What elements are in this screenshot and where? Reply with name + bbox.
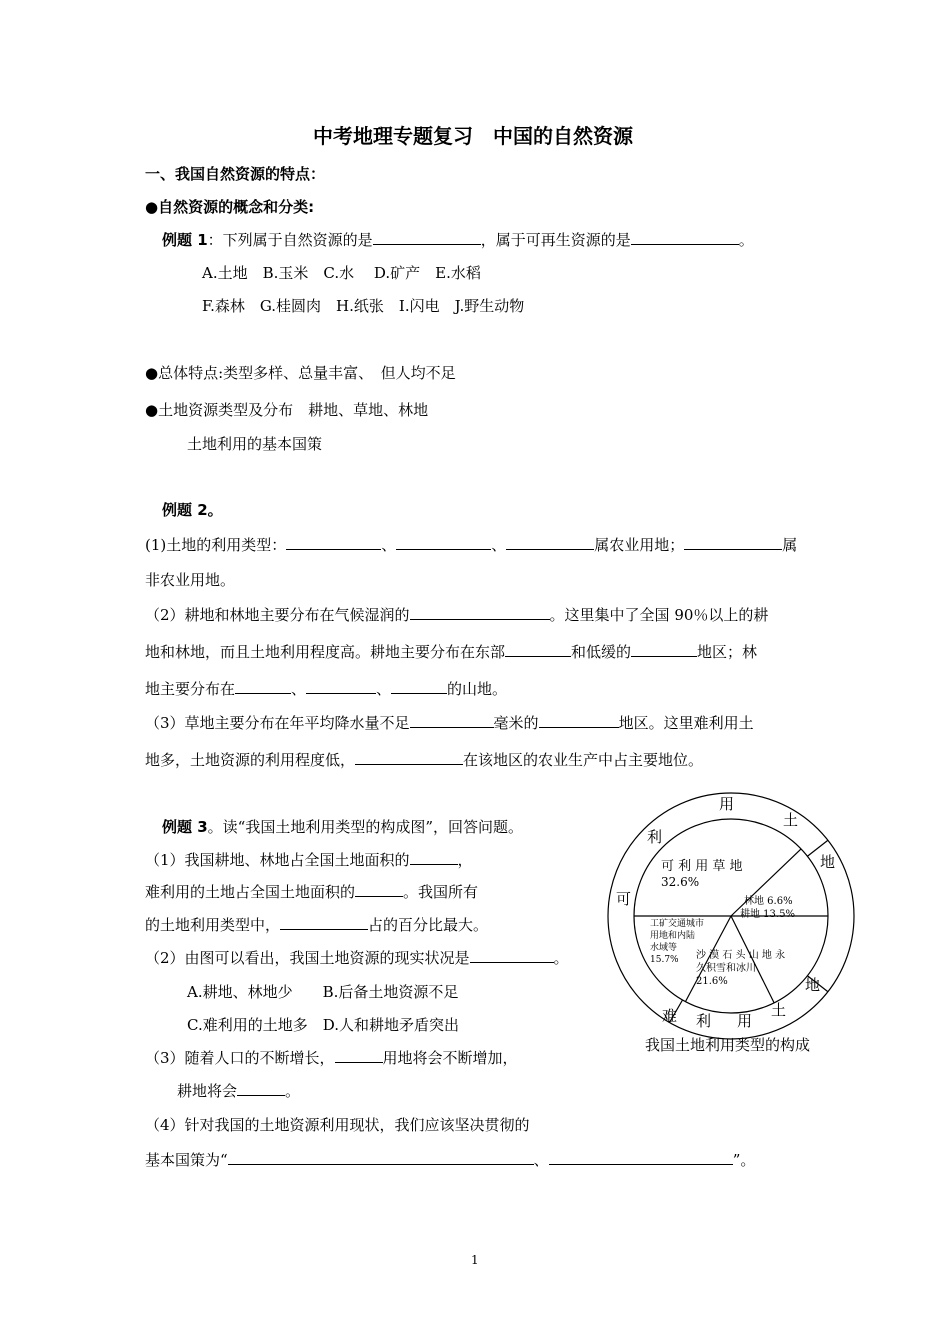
example3-q1-line2 bbox=[145, 882, 478, 902]
policy-line: 土地利用的基本国策 bbox=[187, 435, 323, 453]
text: 地区。这里难利用土 bbox=[618, 714, 754, 732]
slice-label-urban: 水域等 bbox=[650, 943, 678, 953]
example3-q2 bbox=[145, 948, 569, 968]
example2-q3-line2 bbox=[145, 750, 703, 770]
bullet-land: ●土地资源类型及分布 耕地、草地、林地 bbox=[145, 401, 429, 419]
example1-options: F.森林 G.桂圆肉 H.纸张 I.闪电 J.野生动物 bbox=[202, 297, 525, 315]
text: 、 bbox=[381, 536, 397, 554]
example3-intro bbox=[162, 817, 523, 837]
ring-char: 可 bbox=[616, 890, 632, 908]
answer-blank[interactable] bbox=[391, 679, 447, 694]
text: 基本国策为“ bbox=[145, 1151, 228, 1169]
ring-char: 土 bbox=[771, 1001, 787, 1019]
text: 在该地区的农业生产中占主要地位。 bbox=[463, 751, 704, 769]
example2-q2-line2 bbox=[145, 642, 757, 662]
slice-value-desert: 21.6% bbox=[696, 976, 728, 987]
bullet-concept: ●自然资源的概念和分类: bbox=[145, 198, 315, 216]
section-heading: 一、我国自然资源的特点： bbox=[145, 165, 326, 183]
text: （2）耕地和林地主要分布在气候湿润的 bbox=[145, 606, 410, 624]
answer-blank[interactable] bbox=[631, 230, 739, 245]
answer-blank[interactable] bbox=[335, 1048, 383, 1063]
example3-options-ab: A.耕地、林地少 B.后备土地资源不足 bbox=[187, 983, 459, 1001]
text: 属农业用地； bbox=[594, 536, 685, 554]
example2-q1-cont: 非农业用地。 bbox=[145, 571, 236, 589]
example3-q4-line2 bbox=[145, 1150, 755, 1170]
text: ， bbox=[457, 851, 473, 869]
example1-text: ，属于可再生资源的是 bbox=[480, 231, 631, 249]
slice-label-urban: 用地和内陆 bbox=[650, 931, 696, 941]
text: 、 bbox=[291, 680, 307, 698]
text: 地多，土地资源的利用程度低， bbox=[145, 751, 356, 769]
example3-label: 例题 3 bbox=[162, 818, 208, 836]
example1-question bbox=[162, 230, 754, 250]
answer-blank[interactable] bbox=[470, 948, 554, 963]
text: 、 bbox=[533, 1151, 549, 1169]
text: ”。 bbox=[732, 1151, 756, 1169]
example3-q1-line3 bbox=[145, 915, 488, 935]
ring-char: 用 bbox=[719, 795, 735, 813]
page-title: 中考地理专题复习 中国的自然资源 bbox=[313, 124, 633, 148]
answer-blank[interactable] bbox=[410, 713, 494, 728]
answer-blank[interactable] bbox=[286, 535, 381, 550]
text: 。这里集中了全国 90％以上的耕 bbox=[549, 606, 769, 624]
answer-blank[interactable] bbox=[280, 915, 368, 930]
example2-q3 bbox=[145, 713, 754, 733]
slice-label-urban: 工矿交通城市 bbox=[650, 919, 705, 929]
answer-blank[interactable] bbox=[237, 1081, 285, 1096]
land-use-pie-chart bbox=[600, 790, 862, 1060]
text: 。我国所有 bbox=[403, 883, 479, 901]
example1-text: 。 bbox=[738, 231, 754, 249]
ring-char: 难 bbox=[662, 1007, 678, 1025]
example1-label: 例题 1 bbox=[162, 231, 208, 249]
text: 、 bbox=[491, 536, 507, 554]
text: 、 bbox=[376, 680, 392, 698]
text: (1)土地的利用类型： bbox=[145, 536, 287, 554]
text: 。 bbox=[553, 949, 569, 967]
text: 耕地将会 bbox=[177, 1082, 238, 1100]
example3-q3 bbox=[145, 1048, 518, 1068]
example3-q3-line2 bbox=[177, 1081, 300, 1101]
answer-blank[interactable] bbox=[684, 535, 782, 550]
ring-char: 土 bbox=[783, 811, 799, 829]
answer-blank[interactable] bbox=[306, 679, 376, 694]
slice-label-grassland: 可 利 用 草 地 bbox=[661, 859, 743, 874]
answer-blank[interactable] bbox=[631, 642, 697, 657]
slice-value-urban: 15.7% bbox=[650, 955, 679, 965]
text: 。读“我国土地利用类型的构成图”，回答问题。 bbox=[207, 818, 524, 836]
text: 用地将会不断增加， bbox=[382, 1049, 518, 1067]
answer-blank[interactable] bbox=[396, 535, 491, 550]
slice-label-farmland: 耕地 13.5% bbox=[740, 909, 795, 920]
answer-blank[interactable] bbox=[228, 1150, 534, 1165]
example1-options: A.土地 B.玉米 C.水 D.矿产 E.水稻 bbox=[202, 264, 481, 282]
text: 的山地。 bbox=[447, 680, 508, 698]
chart-caption: 我国土地利用类型的构成 bbox=[645, 1036, 811, 1054]
text: 地和林地，而且土地利用程度高。耕地主要分布在东部 bbox=[145, 643, 506, 661]
text: 占的百分比最大。 bbox=[368, 916, 489, 934]
example2-q2-line3 bbox=[145, 679, 507, 699]
text: 地区；林 bbox=[697, 643, 758, 661]
example3-q4: （4）针对我国的土地资源利用现状，我们应该坚决贯彻的 bbox=[145, 1116, 530, 1134]
text: 属 bbox=[782, 536, 798, 554]
slice-label-desert: 久积雪和冰川 bbox=[696, 963, 756, 974]
answer-blank[interactable] bbox=[539, 713, 619, 728]
example2-q1 bbox=[145, 535, 797, 555]
answer-blank[interactable] bbox=[235, 679, 291, 694]
answer-blank[interactable] bbox=[355, 750, 463, 765]
text: （3）草地主要分布在年平均降水量不足 bbox=[145, 714, 410, 732]
answer-blank[interactable] bbox=[373, 230, 481, 245]
text: 的土地利用类型中， bbox=[145, 916, 281, 934]
ring-char: 地 bbox=[805, 976, 821, 994]
text: 毫米的 bbox=[493, 714, 539, 732]
slice-label-desert: 沙 漠 石 头 山 地 永 bbox=[696, 950, 786, 961]
slice-label-forest: 林地 6.6% bbox=[744, 896, 793, 907]
answer-blank[interactable] bbox=[410, 605, 550, 620]
text: （2）由图可以看出，我国土地资源的现实状况是 bbox=[145, 949, 470, 967]
example3-q1 bbox=[145, 850, 473, 870]
answer-blank[interactable] bbox=[410, 850, 458, 865]
example1-text: ：下列属于自然资源的是 bbox=[207, 231, 373, 249]
text: （1）我国耕地、林地占全国土地面积的 bbox=[145, 851, 410, 869]
bullet-features: ●总体特点:类型多样、总量丰富、 但人均不足 bbox=[145, 364, 456, 382]
text: 难利用的土地占全国土地面积的 bbox=[145, 883, 356, 901]
text: （3）随着人口的不断增长， bbox=[145, 1049, 335, 1067]
answer-blank[interactable] bbox=[506, 535, 594, 550]
ring-char: 用 bbox=[737, 1012, 753, 1030]
ring-char: 利 bbox=[696, 1012, 712, 1030]
answer-blank[interactable] bbox=[505, 642, 571, 657]
page-number: 1 bbox=[471, 1253, 479, 1267]
text: 。 bbox=[285, 1082, 301, 1100]
text: 和低缓的 bbox=[571, 643, 632, 661]
example2-q2 bbox=[145, 605, 768, 625]
ring-char: 利 bbox=[647, 828, 663, 846]
ring-char: 地 bbox=[820, 853, 836, 871]
slice-value-grassland: 32.6% bbox=[661, 875, 700, 889]
text: 地主要分布在 bbox=[145, 680, 236, 698]
answer-blank[interactable] bbox=[355, 882, 403, 897]
example2-label: 例题 2。 bbox=[162, 501, 223, 519]
answer-blank[interactable] bbox=[549, 1150, 733, 1165]
example3-options-cd: C.难利用的土地多 D.人和耕地矛盾突出 bbox=[187, 1016, 459, 1034]
